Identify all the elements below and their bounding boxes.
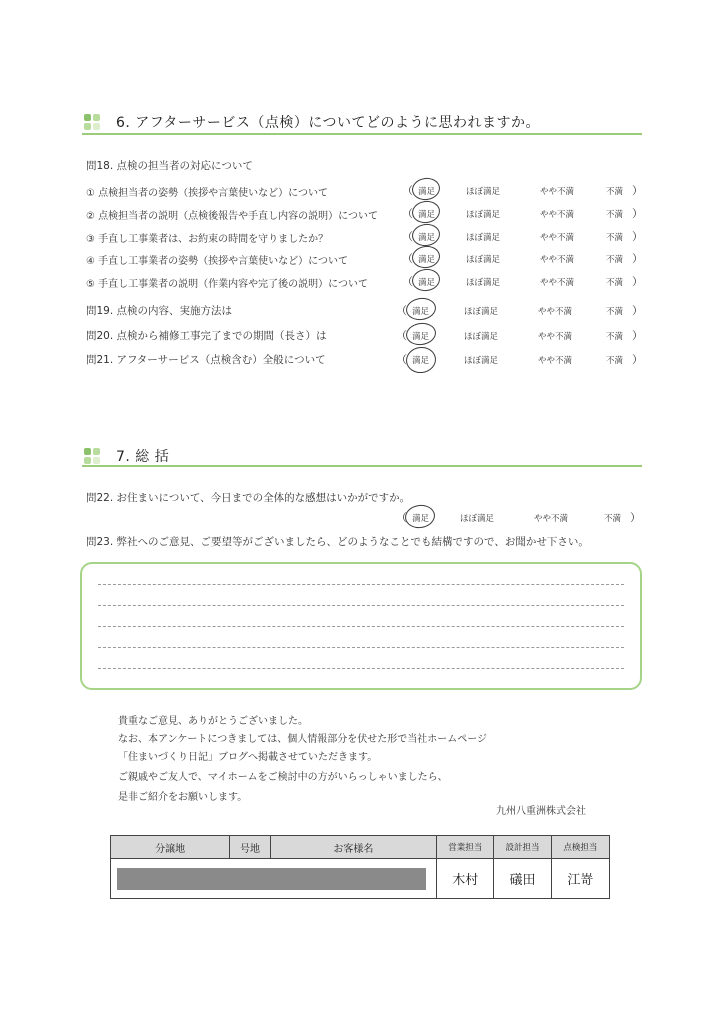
paren-close: ） — [632, 304, 643, 317]
writing-line — [98, 584, 624, 585]
redacted-customer-info — [111, 859, 437, 899]
q18-item-3: ③ 手直し工事業者は、お約束の時間を守りましたか？ — [86, 234, 329, 245]
paren-close: ） — [632, 252, 643, 265]
option-mostly-satisfied[interactable]: ほぼ満足 — [466, 255, 501, 265]
writing-line — [98, 626, 624, 627]
option-somewhat-dissatisfied[interactable]: やや不満 — [538, 307, 573, 317]
q19-label: 問19. 点検の内容、実施方法は — [86, 305, 233, 317]
option-dissatisfied[interactable]: 不満 — [606, 210, 624, 220]
option-mostly-satisfied[interactable]: ほぼ満足 — [460, 514, 495, 524]
selection-circle — [404, 345, 437, 375]
option-dissatisfied[interactable]: 不満 — [604, 514, 622, 524]
paren-open: （ — [402, 207, 413, 220]
option-dissatisfied[interactable]: 不満 — [606, 233, 624, 243]
option-dissatisfied[interactable]: 不満 — [606, 332, 624, 342]
paren-close: ） — [632, 353, 643, 366]
selection-circle — [411, 267, 442, 293]
option-somewhat-dissatisfied[interactable]: やや不満 — [540, 233, 575, 243]
paren-open: （ — [396, 329, 407, 342]
option-dissatisfied[interactable]: 不満 — [606, 255, 624, 265]
writing-line — [98, 647, 624, 648]
selection-circle — [411, 176, 442, 202]
q18-item-1: ① 点検担当者の姿勢（挨拶や言葉使いなど）について — [86, 188, 328, 199]
paren-close: ） — [630, 511, 641, 524]
q18-item-5: ⑤ 手直し工事業者の説明（作業内容や完了後の説明）について — [86, 279, 368, 290]
option-somewhat-dissatisfied[interactable]: やや不満 — [540, 210, 575, 220]
section-6-title: 6. アフターサービス（点検）についてどのように思われますか。 — [116, 115, 541, 131]
thanks-line-5: 是非ご紹介をお願いします。 — [118, 792, 248, 803]
option-somewhat-dissatisfied[interactable]: やや不満 — [540, 255, 575, 265]
q21-label: 問21. アフターサービス（点検含む）全般について — [86, 354, 326, 366]
option-mostly-satisfied[interactable]: ほぼ満足 — [466, 210, 501, 220]
section-bullet-icon — [84, 114, 100, 130]
paren-open: （ — [396, 353, 407, 366]
paren-close: ） — [632, 184, 643, 197]
q18-item-2: ② 点検担当者の説明（点検後報告や手直し内容の説明）について — [86, 211, 378, 222]
header-customer-name: お客様名 — [270, 836, 436, 859]
paren-open: （ — [402, 252, 413, 265]
section-7-rule — [82, 465, 642, 467]
option-dissatisfied[interactable]: 不満 — [606, 278, 624, 288]
option-somewhat-dissatisfied[interactable]: やや不満 — [540, 278, 575, 288]
option-mostly-satisfied[interactable]: ほぼ満足 — [466, 233, 501, 243]
q22-label: 問22. お住まいについて、今日までの全体的な感想はいかがですか。 — [86, 492, 411, 504]
selection-circle — [411, 199, 442, 225]
selection-circle — [405, 296, 438, 322]
option-dissatisfied[interactable]: 不満 — [606, 356, 624, 366]
q18-item-4: ④ 手直し工事業者の姿勢（挨拶や言葉使いなど）について — [86, 256, 348, 267]
selection-circle — [411, 244, 442, 270]
option-somewhat-dissatisfied[interactable]: やや不満 — [534, 514, 569, 524]
option-somewhat-dissatisfied[interactable]: やや不満 — [540, 187, 575, 197]
sales-rep-value: 木村 — [437, 859, 494, 899]
company-name: 九州八重洲株式会社 — [496, 806, 586, 817]
paren-close: ） — [632, 207, 643, 220]
option-satisfied[interactable]: 満足 — [412, 332, 430, 342]
paren-close: ） — [632, 329, 643, 342]
redaction-bar — [117, 868, 426, 890]
option-satisfied[interactable]: 満足 — [412, 307, 430, 317]
option-dissatisfied[interactable]: 不満 — [606, 307, 624, 317]
selection-circle — [405, 321, 438, 347]
option-mostly-satisfied[interactable]: ほぼ満足 — [464, 332, 499, 342]
paren-open: （ — [396, 304, 407, 317]
thanks-line-2: なお、本アンケートにつきましては、個人情報部分を伏せた形で当社ホームページ — [118, 734, 487, 745]
paren-open: （ — [396, 511, 407, 524]
q18-heading: 問18. 点検の担当者の対応について — [86, 160, 253, 172]
paren-open: （ — [402, 230, 413, 243]
option-dissatisfied[interactable]: 不満 — [606, 187, 624, 197]
design-rep-value: 礒田 — [494, 859, 551, 899]
header-subdivision: 分譲地 — [111, 836, 230, 859]
section-bullet-icon — [84, 448, 100, 464]
comment-box[interactable] — [80, 562, 642, 690]
selection-circle — [411, 222, 442, 248]
option-somewhat-dissatisfied[interactable]: やや不満 — [538, 356, 573, 366]
option-mostly-satisfied[interactable]: ほぼ満足 — [466, 278, 501, 288]
customer-table — [110, 835, 610, 899]
paren-close: ） — [632, 230, 643, 243]
q23-label: 問23. 弊社へのご意見、ご要望等がございましたら、どのようなことでも結構ですので、お聞かせ下さい。 — [86, 536, 589, 548]
option-somewhat-dissatisfied[interactable]: やや不満 — [538, 332, 573, 342]
selection-circle — [404, 503, 437, 530]
option-satisfied[interactable]: 満足 — [418, 233, 436, 243]
inspection-rep-value: 江嵜 — [551, 859, 609, 899]
paren-open: （ — [402, 184, 413, 197]
option-satisfied[interactable]: 満足 — [418, 187, 436, 197]
paren-open: （ — [402, 275, 413, 288]
option-satisfied[interactable]: 満足 — [412, 514, 430, 524]
header-inspection-rep: 点検担当 — [551, 836, 609, 859]
thanks-line-1: 貴重なご意見、ありがとうございました。 — [118, 716, 308, 727]
option-satisfied[interactable]: 満足 — [418, 210, 436, 220]
writing-line — [98, 668, 624, 669]
option-mostly-satisfied[interactable]: ほぼ満足 — [466, 187, 501, 197]
option-satisfied[interactable]: 満足 — [412, 356, 430, 366]
header-sales-rep: 営業担当 — [437, 836, 494, 859]
writing-line — [98, 605, 624, 606]
option-mostly-satisfied[interactable]: ほぼ満足 — [464, 356, 499, 366]
thanks-line-3: 「住まいづくり日記」ブログへ掲載させていただきます。 — [118, 752, 378, 763]
option-satisfied[interactable]: 満足 — [418, 278, 436, 288]
header-lot-number: 号地 — [230, 836, 271, 859]
section-6-rule — [82, 133, 642, 135]
q20-label: 問20. 点検から補修工事完了までの期間（長さ）は — [86, 330, 327, 342]
header-design-rep: 設計担当 — [494, 836, 551, 859]
paren-close: ） — [632, 275, 643, 288]
option-mostly-satisfied[interactable]: ほぼ満足 — [464, 307, 499, 317]
option-satisfied[interactable]: 満足 — [418, 255, 436, 265]
section-7-title: 7. 総 括 — [116, 449, 170, 465]
thanks-line-4: ご親戚やご友人で、マイホームをご検討中の方がいらっしゃいましたら、 — [118, 772, 448, 783]
